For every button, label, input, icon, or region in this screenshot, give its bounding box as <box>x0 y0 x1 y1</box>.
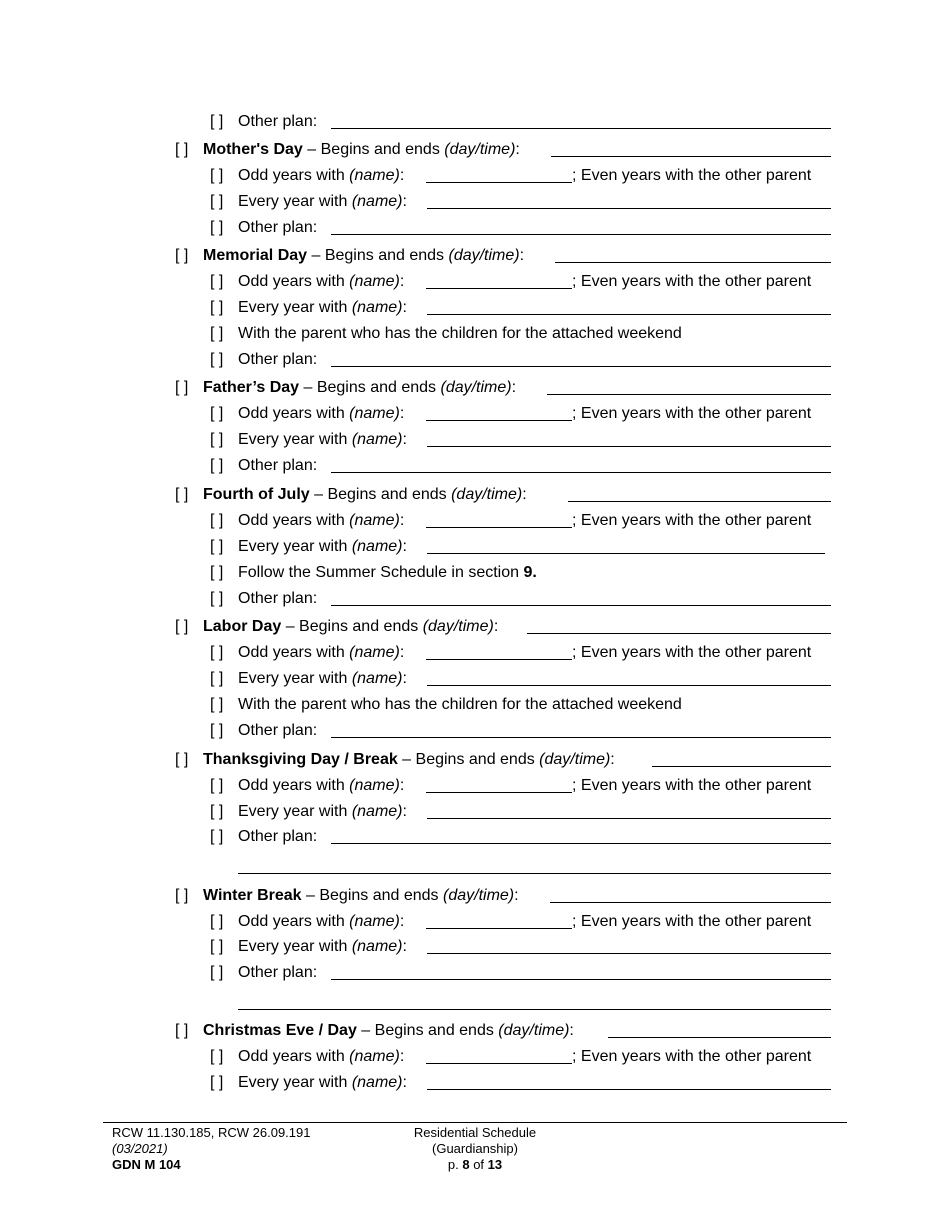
checkbox[interactable]: [ ] <box>210 325 224 342</box>
fourth-of-july-odd-years-row: [ ] Odd years with (name): <box>210 512 405 529</box>
checkbox[interactable]: [ ] <box>175 486 189 503</box>
fourth-of-july-time-field[interactable] <box>568 501 831 502</box>
memorial-day-other-plan-row: [ ] Other plan: <box>210 351 318 368</box>
even-years-text: ; Even years with the other parent <box>572 405 812 422</box>
mothers-day-time-field[interactable] <box>551 156 831 157</box>
checkbox[interactable]: [ ] <box>210 299 224 316</box>
christmas-odd-years-row: [ ] Odd years with (name): <box>210 1048 405 1065</box>
footer-left <box>112 1125 310 1173</box>
memorial-day-other-plan-field[interactable] <box>331 366 831 367</box>
even-years-text: ; Even years with the other parent <box>572 777 812 794</box>
checkbox[interactable]: [ ] <box>210 113 224 130</box>
thanksgiving-other-plan-field-2[interactable] <box>238 873 831 874</box>
checkbox[interactable]: [ ] <box>210 590 224 607</box>
fathers-day-odd-name-field[interactable] <box>426 420 572 421</box>
footer-title-1: Residential Schedule <box>413 1125 537 1140</box>
mothers-day-odd-name-field[interactable] <box>426 182 572 183</box>
fathers-day-time-field[interactable] <box>547 394 831 395</box>
checkbox[interactable]: [ ] <box>210 405 224 422</box>
prev-other-plan-row: [ ] Other plan: <box>210 113 318 130</box>
mothers-day-every-year-field[interactable] <box>427 208 831 209</box>
checkbox[interactable]: [ ] <box>210 803 224 820</box>
checkbox[interactable]: [ ] <box>210 1048 224 1065</box>
memorial-day-time-field[interactable] <box>555 262 831 263</box>
checkbox[interactable]: [ ] <box>210 828 224 845</box>
winter-break-odd-years-row: [ ] Odd years with (name): <box>210 913 405 930</box>
memorial-day-odd-years-row: [ ] Odd years with (name): <box>210 273 405 290</box>
memorial-day-every-year-row: [ ] Every year with (name): <box>210 299 407 316</box>
checkbox[interactable]: [ ] <box>210 512 224 529</box>
even-years-text: ; Even years with the other parent <box>572 1048 812 1065</box>
checkbox[interactable]: [ ] <box>175 751 189 768</box>
thanksgiving-odd-name-field[interactable] <box>426 792 572 793</box>
checkbox[interactable]: [ ] <box>210 219 224 236</box>
checkbox[interactable]: [ ] <box>210 722 224 739</box>
labor-day-time-field[interactable] <box>527 633 831 634</box>
thanksgiving-odd-years-row: [ ] Odd years with (name): <box>210 777 405 794</box>
mothers-day-other-plan-field[interactable] <box>331 234 831 235</box>
even-years-text: ; Even years with the other parent <box>572 273 812 290</box>
footer-statutes: RCW 11.130.185, RCW 26.09.191 <box>112 1125 311 1140</box>
christmas-time-field[interactable] <box>608 1037 831 1038</box>
thanksgiving-every-year-row: [ ] Every year with (name): <box>210 803 407 820</box>
fathers-day-other-plan-row: [ ] Other plan: <box>210 457 318 474</box>
checkbox[interactable]: [ ] <box>210 431 224 448</box>
christmas-every-year-field[interactable] <box>427 1089 831 1090</box>
checkbox[interactable]: [ ] <box>175 247 189 264</box>
fathers-day-other-plan-field[interactable] <box>331 472 831 473</box>
thanksgiving-time-field[interactable] <box>652 766 831 767</box>
labor-day-every-year-field[interactable] <box>427 685 831 686</box>
labor-day-odd-years-row: [ ] Odd years with (name): <box>210 644 405 661</box>
mothers-day-odd-years-row: [ ] Odd years with (name): <box>210 167 405 184</box>
prev-other-plan-field[interactable] <box>331 128 831 129</box>
holiday-heading-mothers-day: [ ] Mother's Day – Begins and ends (day/time): <box>175 141 520 158</box>
checkbox[interactable]: [ ] <box>210 193 224 210</box>
holiday-heading-thanksgiving: [ ] Thanksgiving Day / Break – Begins and ends (day/time): <box>175 751 615 768</box>
checkbox[interactable]: [ ] <box>175 379 189 396</box>
fourth-of-july-every-year-row: [ ] Every year with (name): <box>210 538 407 555</box>
mothers-day-every-year-row: [ ] Every year with (name): <box>210 193 407 210</box>
checkbox[interactable]: [ ] <box>210 938 224 955</box>
footer-divider <box>103 1122 847 1123</box>
fourth-of-july-summer-row: [ ] Follow the Summer Schedule in section 9. <box>210 564 537 581</box>
winter-break-every-year-row: [ ] Every year with (name): <box>210 938 407 955</box>
christmas-every-year-row: [ ] Every year with (name): <box>210 1074 407 1091</box>
checkbox[interactable]: [ ] <box>175 1022 189 1039</box>
fourth-of-july-other-plan-field[interactable] <box>331 605 831 606</box>
mothers-day-other-plan-row: [ ] Other plan: <box>210 219 318 236</box>
checkbox[interactable]: [ ] <box>210 351 224 368</box>
footer-center <box>405 1125 545 1173</box>
checkbox[interactable]: [ ] <box>210 273 224 290</box>
footer-form-id: GDN M 104 <box>112 1157 181 1172</box>
checkbox[interactable]: [ ] <box>210 644 224 661</box>
thanksgiving-other-plan-row: [ ] Other plan: <box>210 828 318 845</box>
fathers-day-every-year-row: [ ] Every year with (name): <box>210 431 407 448</box>
memorial-day-odd-name-field[interactable] <box>426 288 572 289</box>
checkbox[interactable]: [ ] <box>210 538 224 555</box>
checkbox[interactable]: [ ] <box>210 913 224 930</box>
winter-break-other-plan-field-2[interactable] <box>238 1009 831 1010</box>
checkbox[interactable]: [ ] <box>210 457 224 474</box>
fathers-day-odd-years-row: [ ] Odd years with (name): <box>210 405 405 422</box>
checkbox[interactable]: [ ] <box>210 696 224 713</box>
fathers-day-every-year-field[interactable] <box>427 446 831 447</box>
fourth-of-july-odd-name-field[interactable] <box>426 527 572 528</box>
even-years-text: ; Even years with the other parent <box>572 167 812 184</box>
winter-break-every-year-field[interactable] <box>427 953 831 954</box>
holiday-heading-labor-day: [ ] Labor Day – Begins and ends (day/time): <box>175 618 499 635</box>
checkbox[interactable]: [ ] <box>175 141 189 158</box>
thanksgiving-other-plan-field[interactable] <box>331 843 831 844</box>
checkbox[interactable]: [ ] <box>210 564 224 581</box>
checkbox[interactable]: [ ] <box>175 618 189 635</box>
holiday-heading-fourth-of-july: [ ] Fourth of July – Begins and ends (day/time): <box>175 486 527 503</box>
checkbox[interactable]: [ ] <box>210 1074 224 1091</box>
footer-revision: (03/2021) <box>112 1141 168 1156</box>
checkbox[interactable]: [ ] <box>175 887 189 904</box>
memorial-day-attached-weekend-row: [ ] With the parent who has the children for the attached weekend <box>210 325 682 342</box>
fourth-of-july-every-year-field[interactable] <box>427 553 825 554</box>
footer-title-2: (Guardianship) <box>432 1141 518 1156</box>
checkbox[interactable]: [ ] <box>210 670 224 687</box>
footer-page-number: p. 8 of 13 <box>447 1157 503 1172</box>
fourth-of-july-other-plan-row: [ ] Other plan: <box>210 590 318 607</box>
even-years-text: ; Even years with the other parent <box>572 913 812 930</box>
christmas-odd-name-field[interactable] <box>426 1063 572 1064</box>
winter-break-time-field[interactable] <box>550 902 831 903</box>
winter-break-odd-name-field[interactable] <box>426 928 572 929</box>
labor-day-every-year-row: [ ] Every year with (name): <box>210 670 407 687</box>
labor-day-attached-weekend-row: [ ] With the parent who has the children for the attached weekend <box>210 696 682 713</box>
memorial-day-every-year-field[interactable] <box>427 314 831 315</box>
labor-day-other-plan-row: [ ] Other plan: <box>210 722 318 739</box>
winter-break-other-plan-field[interactable] <box>331 979 831 980</box>
checkbox[interactable]: [ ] <box>210 167 224 184</box>
holiday-heading-memorial-day: [ ] Memorial Day – Begins and ends (day/time): <box>175 247 525 264</box>
even-years-text: ; Even years with the other parent <box>572 644 812 661</box>
labor-day-other-plan-field[interactable] <box>331 737 831 738</box>
holiday-heading-fathers-day: [ ] Father’s Day – Begins and ends (day/time): <box>175 379 517 396</box>
holiday-heading-christmas: [ ] Christmas Eve / Day – Begins and ends (day/time): <box>175 1022 574 1039</box>
checkbox[interactable]: [ ] <box>210 777 224 794</box>
holiday-heading-winter-break: [ ] Winter Break – Begins and ends (day/time): <box>175 887 519 904</box>
winter-break-other-plan-row: [ ] Other plan: <box>210 964 318 981</box>
even-years-text: ; Even years with the other parent <box>572 512 812 529</box>
labor-day-odd-name-field[interactable] <box>426 659 572 660</box>
thanksgiving-every-year-field[interactable] <box>427 818 831 819</box>
checkbox[interactable]: [ ] <box>210 964 224 981</box>
